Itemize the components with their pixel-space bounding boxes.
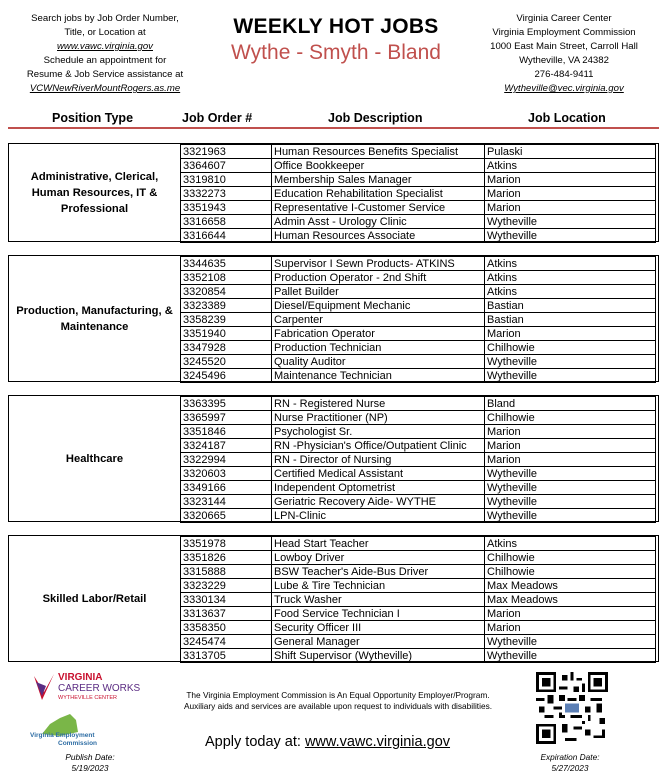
section-category: Production, Manufacturing, & Maintenance xyxy=(16,304,173,333)
contact-line: Virginia Career Center xyxy=(516,13,612,24)
job-location-cell: Atkins xyxy=(485,257,656,271)
job-description-cell: Supervisor I Sewn Products- ATKINS xyxy=(272,257,485,271)
vec-logo-text2: Commission xyxy=(58,740,98,747)
job-location-cell: Wytheville xyxy=(485,635,656,649)
table-row xyxy=(181,369,656,383)
job-description-cell: Education Rehabilitation Specialist xyxy=(272,187,485,201)
table-row xyxy=(181,215,656,229)
header-divider xyxy=(8,127,659,129)
job-order-cell: 3321963 xyxy=(181,145,272,159)
job-location-cell: Marion xyxy=(485,607,656,621)
job-location-cell: Marion xyxy=(485,425,656,439)
expiration-date: 5/27/2023 xyxy=(551,763,589,773)
table-row xyxy=(181,495,656,509)
job-description-cell: RN -Physician's Office/Outpatient Clinic xyxy=(272,439,485,453)
job-order-cell: 3315888 xyxy=(181,565,272,579)
job-order-cell: 3351940 xyxy=(181,327,272,341)
job-order-cell: 3351826 xyxy=(181,551,272,565)
apply-line xyxy=(205,734,450,750)
job-location-cell: Bland xyxy=(485,397,656,411)
eeo-statement: The Virginia Employment Commission is An Equal Opportunity Employer/Program. Auxiliary aids and services are available upon request to individuals with disabilities. xyxy=(183,690,493,711)
section-category: Administrative, Clerical, Human Resources, IT & Professional xyxy=(30,170,159,215)
job-location-cell: Wytheville xyxy=(485,467,656,481)
table-row xyxy=(181,439,656,453)
table-row xyxy=(181,635,656,649)
job-location-cell: Wytheville xyxy=(485,481,656,495)
job-description-cell: Production Technician xyxy=(272,341,485,355)
job-location-cell: Chilhowie xyxy=(485,565,656,579)
table-row xyxy=(181,201,656,215)
job-order-cell: 3351846 xyxy=(181,425,272,439)
job-description-cell: Geriatric Recovery Aide- WYTHE xyxy=(272,495,485,509)
page-subtitle: Wythe - Smyth - Bland xyxy=(231,41,441,64)
job-description-cell: BSW Teacher's Aide-Bus Driver xyxy=(272,565,485,579)
table-row xyxy=(181,481,656,495)
table-row xyxy=(181,159,656,173)
vawc-link[interactable]: www.vawc.virginia.gov xyxy=(57,41,153,52)
job-order-cell: 3352108 xyxy=(181,271,272,285)
expiration-date-block xyxy=(520,752,620,774)
job-location-cell: Wytheville xyxy=(485,369,656,383)
job-order-cell: 3245496 xyxy=(181,369,272,383)
job-order-cell: 3245520 xyxy=(181,355,272,369)
search-info-line: Search jobs by Job Order Number, xyxy=(31,13,179,24)
table-row xyxy=(181,327,656,341)
job-description-cell: Fabrication Operator xyxy=(272,327,485,341)
job-order-cell: 3363395 xyxy=(181,397,272,411)
section-category: Skilled Labor/Retail xyxy=(42,592,147,605)
table-row xyxy=(181,579,656,593)
appointment-line: Resume & Job Service assistance at xyxy=(26,69,184,80)
job-order-cell: 3316658 xyxy=(181,215,272,229)
section-healthcare xyxy=(8,395,659,522)
job-order-cell: 3358239 xyxy=(181,313,272,327)
job-location-cell: Pulaski xyxy=(485,145,656,159)
job-order-cell: 3245474 xyxy=(181,635,272,649)
job-description-cell: Carpenter xyxy=(272,313,485,327)
job-location-cell: Marion xyxy=(485,439,656,453)
column-header-position-type: Position Type xyxy=(52,111,134,125)
job-order-cell: 3322994 xyxy=(181,453,272,467)
table-row xyxy=(181,313,656,327)
publish-date: 5/19/2023 xyxy=(71,763,109,773)
table-row xyxy=(181,649,656,663)
job-location-cell: Atkins xyxy=(485,285,656,299)
job-description-cell: Lowboy Driver xyxy=(272,551,485,565)
jobs-table xyxy=(180,396,656,523)
vec-logo-text: Virginia Employment xyxy=(30,732,95,739)
logo-text-virginia: VIRGINIA xyxy=(58,672,103,683)
job-order-cell: 3365997 xyxy=(181,411,272,425)
page-title-block xyxy=(196,14,476,66)
job-order-cell: 3347928 xyxy=(181,341,272,355)
qr-code-icon[interactable] xyxy=(536,672,608,744)
job-description-cell: General Manager xyxy=(272,635,485,649)
job-description-cell: LPN-Clinic xyxy=(272,509,485,523)
jobs-table xyxy=(180,256,656,383)
job-description-cell: Pallet Builder xyxy=(272,285,485,299)
contact-phone: 276-484-9411 xyxy=(534,69,594,80)
table-row xyxy=(181,425,656,439)
job-description-cell: Nurse Practitioner (NP) xyxy=(272,411,485,425)
table-row xyxy=(181,551,656,565)
job-description-cell: Quality Auditor xyxy=(272,355,485,369)
job-location-cell: Marion xyxy=(485,187,656,201)
job-location-cell: Bastian xyxy=(485,313,656,327)
job-order-cell: 3324187 xyxy=(181,439,272,453)
section-skilled-labor xyxy=(8,535,659,662)
jobs-table xyxy=(180,144,656,243)
job-location-cell: Marion xyxy=(485,327,656,341)
job-order-cell: 3351943 xyxy=(181,201,272,215)
job-order-cell: 3351978 xyxy=(181,537,272,551)
table-row xyxy=(181,467,656,481)
job-description-cell: Office Bookkeeper xyxy=(272,159,485,173)
job-description-cell: Truck Washer xyxy=(272,593,485,607)
expiration-date-label: Expiration Date: xyxy=(540,752,600,762)
job-location-cell: Wytheville xyxy=(485,509,656,523)
table-row xyxy=(181,187,656,201)
job-order-cell: 3349166 xyxy=(181,481,272,495)
job-location-cell: Marion xyxy=(485,453,656,467)
job-location-cell: Wytheville xyxy=(485,215,656,229)
section-administrative xyxy=(8,143,659,242)
job-order-cell: 3358350 xyxy=(181,621,272,635)
table-row xyxy=(181,173,656,187)
apply-link[interactable]: www.vawc.virginia.gov xyxy=(304,734,451,750)
job-order-cell: 3364607 xyxy=(181,159,272,173)
table-row xyxy=(181,229,656,243)
job-description-cell: Human Resources Associate xyxy=(272,229,485,243)
column-header-job-location: Job Location xyxy=(528,111,606,125)
table-row xyxy=(181,397,656,411)
job-location-cell: Wytheville xyxy=(485,355,656,369)
job-order-cell: 3323389 xyxy=(181,299,272,313)
job-location-cell: Atkins xyxy=(485,159,656,173)
table-row xyxy=(181,285,656,299)
column-header-job-order: Job Order # xyxy=(182,111,253,125)
job-order-cell: 3316644 xyxy=(181,229,272,243)
job-description-cell: Maintenance Technician xyxy=(272,369,485,383)
job-location-cell: Wytheville xyxy=(485,649,656,663)
job-location-cell: Max Meadows xyxy=(485,579,656,593)
table-row xyxy=(181,621,656,635)
job-description-cell: Head Start Teacher xyxy=(272,537,485,551)
table-row xyxy=(181,593,656,607)
job-description-cell: Human Resources Benefits Specialist xyxy=(272,145,485,159)
job-description-cell: Security Officer III xyxy=(272,621,485,635)
job-order-cell: 3323144 xyxy=(181,495,272,509)
appointment-line: Schedule an appointment for xyxy=(43,55,167,66)
job-description-cell: Membership Sales Manager xyxy=(272,173,485,187)
job-description-cell: Diesel/Equipment Mechanic xyxy=(272,299,485,313)
job-description-cell: Representative I-Customer Service xyxy=(272,201,485,215)
job-description-cell: Independent Optometrist xyxy=(272,481,485,495)
contact-email-link[interactable]: Wytheville@vec.virginia.gov xyxy=(504,83,624,94)
contact-line: Virginia Employment Commission xyxy=(492,27,636,38)
table-row xyxy=(181,607,656,621)
job-description-cell: Food Service Technician I xyxy=(272,607,485,621)
job-order-cell: 3319810 xyxy=(181,173,272,187)
job-description-cell: Admin Asst - Urology Clinic xyxy=(272,215,485,229)
table-row xyxy=(181,341,656,355)
job-description-cell: Shift Supervisor (Wytheville) xyxy=(272,649,485,663)
job-description-cell: RN - Registered Nurse xyxy=(272,397,485,411)
section-production xyxy=(8,255,659,382)
job-order-cell: 3330134 xyxy=(181,593,272,607)
publish-date-block xyxy=(45,752,135,774)
job-order-cell: 3332273 xyxy=(181,187,272,201)
job-order-cell: 3320665 xyxy=(181,509,272,523)
appointment-link[interactable]: VCWNewRiverMountRogers.as.me xyxy=(29,83,181,94)
job-location-cell: Marion xyxy=(485,173,656,187)
logo-text-center: WYTHEVILLE CENTER xyxy=(58,695,117,701)
contact-line: Wytheville, VA 24382 xyxy=(519,55,609,66)
table-row xyxy=(181,453,656,467)
job-location-cell: Chilhowie xyxy=(485,551,656,565)
contact-block xyxy=(470,12,658,96)
table-row xyxy=(181,411,656,425)
table-row xyxy=(181,271,656,285)
job-location-cell: Wytheville xyxy=(485,229,656,243)
job-location-cell: Wytheville xyxy=(485,495,656,509)
table-row xyxy=(181,145,656,159)
job-location-cell: Marion xyxy=(485,621,656,635)
publish-date-label: Publish Date: xyxy=(65,752,115,762)
column-header-job-description: Job Description xyxy=(328,111,423,125)
table-row xyxy=(181,299,656,313)
vcw-swoosh-icon xyxy=(32,672,56,702)
table-row xyxy=(181,537,656,551)
job-order-cell: 3323229 xyxy=(181,579,272,593)
job-location-cell: Chilhowie xyxy=(485,341,656,355)
job-description-cell: Psychologist Sr. xyxy=(272,425,485,439)
job-order-cell: 3313705 xyxy=(181,649,272,663)
table-row xyxy=(181,257,656,271)
search-info-line: Title, or Location at xyxy=(64,27,146,38)
table-row xyxy=(181,509,656,523)
job-location-cell: Chilhowie xyxy=(485,411,656,425)
table-row xyxy=(181,355,656,369)
jobs-table xyxy=(180,536,656,663)
job-location-cell: Bastian xyxy=(485,299,656,313)
job-description-cell: RN - Director of Nursing xyxy=(272,453,485,467)
job-description-cell: Certified Medical Assistant xyxy=(272,467,485,481)
job-description-cell: Lube & Tire Technician xyxy=(272,579,485,593)
contact-line: 1000 East Main Street, Carroll Hall xyxy=(490,41,638,52)
apply-prefix: Apply today at: xyxy=(205,734,305,750)
search-info-block xyxy=(12,12,198,96)
logo-text-career-works: CAREER WORKS xyxy=(58,683,141,694)
job-order-cell: 3320603 xyxy=(181,467,272,481)
job-location-cell: Marion xyxy=(485,201,656,215)
table-row xyxy=(181,565,656,579)
job-location-cell: Atkins xyxy=(485,537,656,551)
job-order-cell: 3320854 xyxy=(181,285,272,299)
job-location-cell: Max Meadows xyxy=(485,593,656,607)
job-order-cell: 3313637 xyxy=(181,607,272,621)
job-location-cell: Atkins xyxy=(485,271,656,285)
section-category: Healthcare xyxy=(65,452,124,465)
page-title: WEEKLY HOT JOBS xyxy=(233,15,439,38)
job-description-cell: Production Operator - 2nd Shift xyxy=(272,271,485,285)
job-order-cell: 3344635 xyxy=(181,257,272,271)
